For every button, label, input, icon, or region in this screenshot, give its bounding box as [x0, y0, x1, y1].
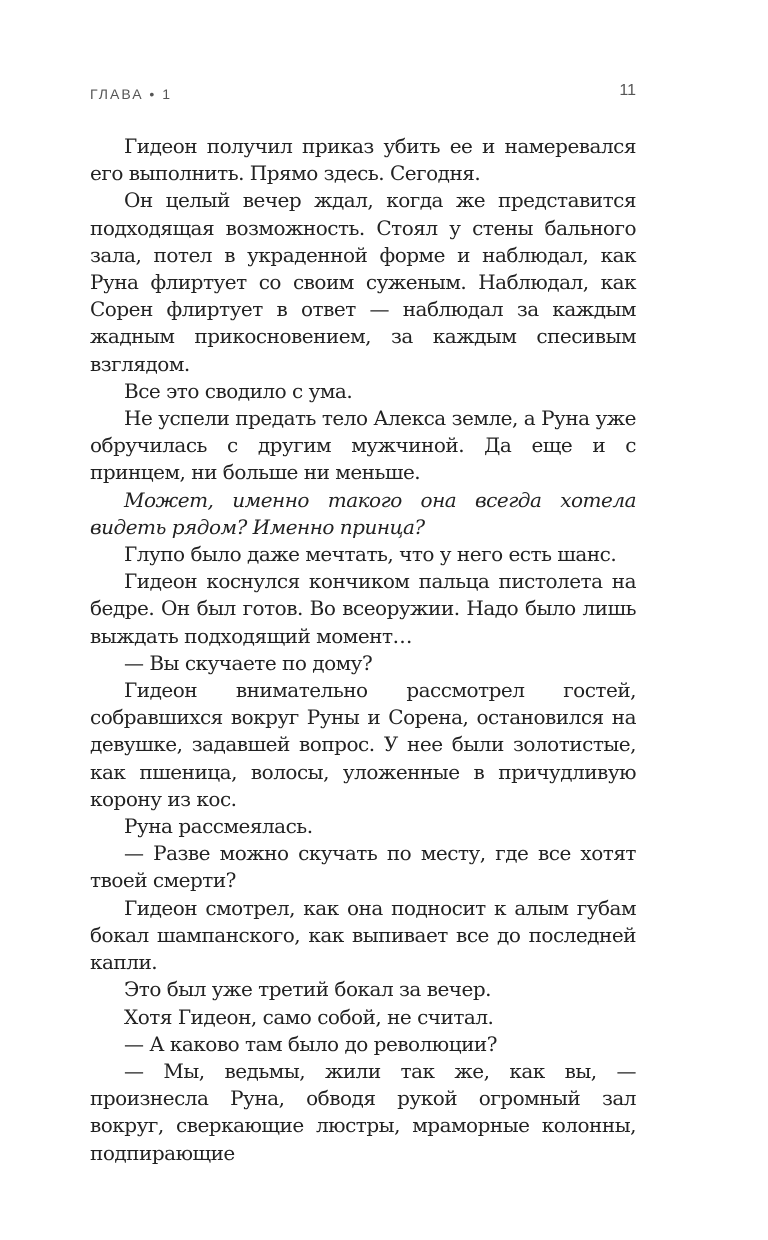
dialogue-paragraph: — Разве можно скучать по месту, где все хотят твоей смерти?	[90, 841, 636, 893]
paragraph: Гидеон получил приказ убить ее и намеревался его выполнить. Прямо здесь. Сегодня.	[90, 134, 636, 186]
page-number: 11	[619, 82, 636, 99]
paragraph: Гидеон коснулся кончиком пальца пистолета на бедре. Он был готов. Во всеоружии. Надо было лишь выждать подходящий момент…	[90, 569, 636, 648]
paragraph: Глупо было даже мечтать, что у него есть шанс.	[124, 542, 617, 567]
body-text	[90, 133, 636, 1167]
dialogue-paragraph: — А каково там было до революции?	[124, 1031, 497, 1056]
italic-thought-paragraph: Может, именно такого она всегда хотела видеть рядом? Именно принца?	[90, 487, 636, 539]
dialogue-paragraph: — Мы, ведьмы, жили так же, как вы, — произнесла Руна, обводя рукой огромный зал вокруг, сверкающие люстры, мраморные колонны, подпирающие	[90, 1058, 636, 1165]
paragraph: Гидеон внимательно рассмотрел гостей, собравшихся вокруг Руны и Сорена, остановился на девушке, задавшей вопрос. У нее были золотистые, как пшеница, волосы, уложенные в причудливую корону из кос.	[90, 678, 636, 811]
paragraph: Все это сводило с ума.	[124, 378, 353, 403]
paragraph: Руна рассмеялась.	[124, 814, 313, 839]
paragraph: Хотя Гидеон, само собой, не считал.	[124, 1004, 494, 1029]
dialogue-paragraph: — Вы скучаете по дому?	[124, 650, 373, 675]
paragraph: Не успели предать тело Алекса земле, а Руна уже обручилась с другим мужчиной. Да еще и с принцем, ни больше ни меньше.	[90, 406, 636, 485]
chapter-title: ГЛАВА • 1	[90, 86, 172, 102]
paragraph: Это был уже третий бокал за вечер.	[124, 977, 492, 1002]
running-header	[0, 0, 768, 120]
paragraph: Гидеон смотрел, как она подносит к алым губам бокал шампанского, как выпивает все до последней капли.	[90, 895, 636, 975]
paragraph: Он целый вечер ждал, когда же представится подходящая возможность. Стоял у стены бального зала, потел в украденной форме и наблюдал, как Руна флиртует со своим суженым. Наблюдал, как Сорен флиртует в ответ — наблюдал за каждым жадным прикосновением, за каждым спесивым взглядом.	[90, 188, 636, 376]
